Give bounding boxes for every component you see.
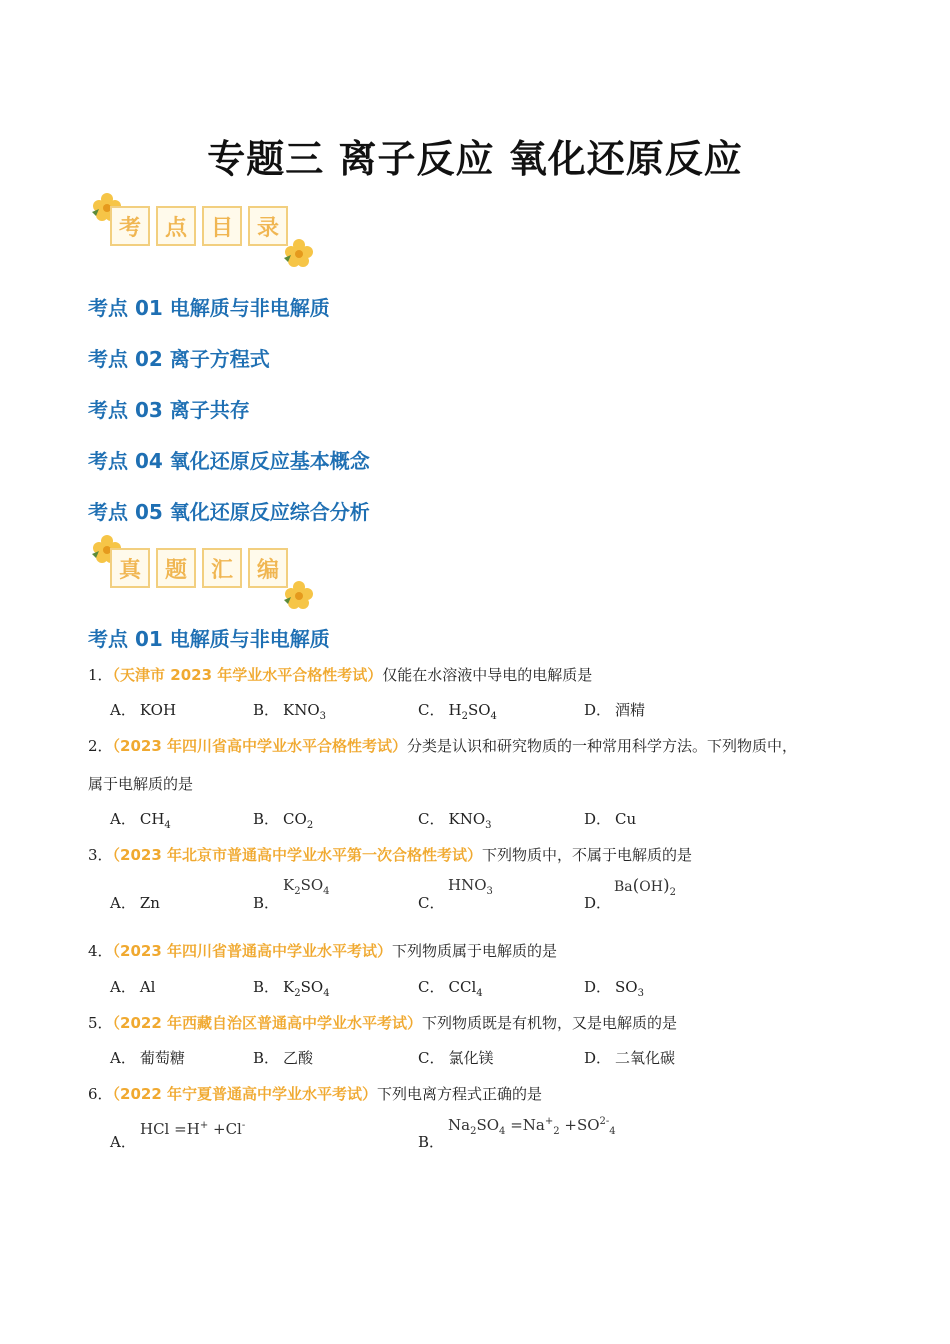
q3-option-b[interactable]: B． xyxy=(253,894,280,912)
q2-option-d[interactable]: D． Cu xyxy=(584,810,637,828)
question-number: 2． xyxy=(88,737,113,755)
toc-item-02[interactable]: 考点 02 离子方程式 xyxy=(88,347,270,371)
question-number: 6． xyxy=(88,1085,113,1103)
question-5 xyxy=(88,1012,677,1033)
question-3 xyxy=(88,844,692,865)
question-6 xyxy=(88,1083,542,1104)
q3-option-a[interactable]: A． Zn xyxy=(110,894,160,912)
question-number: 4． xyxy=(88,942,113,960)
question-source: （2023 年北京市普通高中学业水平第一次合格性考试） xyxy=(112,846,483,864)
question-source: （2022 年西藏自治区普通高中学业水平考试） xyxy=(112,1014,423,1032)
banner-char: 题 xyxy=(156,548,196,588)
flower-icon xyxy=(282,578,316,612)
question-2 xyxy=(88,735,797,756)
banner-char: 点 xyxy=(156,206,196,246)
q1-option-a[interactable]: A． KOH xyxy=(110,701,177,719)
q5-option-c[interactable]: C． 氯化镁 xyxy=(418,1049,494,1067)
q4-option-b[interactable]: B． $K_2SO_4$ xyxy=(253,978,330,999)
q6-option-a[interactable]: A． xyxy=(110,1133,136,1151)
banner-char: 录 xyxy=(248,206,288,246)
q2-option-a[interactable]: A． $CH_4$ xyxy=(110,810,171,831)
q5-option-a[interactable]: A． 葡萄糖 xyxy=(110,1049,185,1067)
question-2-stem-cont: 属于电解质的是 xyxy=(88,775,194,793)
q5-option-d[interactable]: D． 二氧化碳 xyxy=(584,1049,676,1067)
page-title: 专题三 离子反应 氧化还原反应 xyxy=(207,137,743,181)
q1-option-b[interactable]: B． $KNO_3$ xyxy=(253,701,327,722)
question-stem: 仅能在水溶液中导电的电解质是 xyxy=(382,666,593,684)
question-1 xyxy=(88,664,592,685)
q3-option-c[interactable]: C． xyxy=(418,894,445,912)
q6-formula-a: HCl =H+ +Cl- xyxy=(140,1120,246,1138)
q2-option-c[interactable]: C． $KNO_3$ xyxy=(418,810,492,831)
banner-char: 真 xyxy=(110,548,150,588)
banner-char: 目 xyxy=(202,206,242,246)
q3-formula-b: $K_2SO_4$ xyxy=(283,876,330,897)
flower-icon xyxy=(282,236,316,270)
banner-char: 编 xyxy=(248,548,288,588)
q1-option-c[interactable]: C． $H_2SO_4$ xyxy=(418,701,497,722)
question-stem: 下列物质属于电解质的是 xyxy=(392,942,558,960)
question-number: 1． xyxy=(88,666,113,684)
section-heading: 考点 01 电解质与非电解质 xyxy=(88,627,330,651)
question-number: 3． xyxy=(88,846,113,864)
toc-item-01[interactable]: 考点 01 电解质与非电解质 xyxy=(88,296,330,320)
q4-option-c[interactable]: C． CCl$_4$ xyxy=(418,978,483,999)
question-source: （2022 年宁夏普通高中学业水平考试） xyxy=(112,1085,378,1103)
question-source: （天津市 2023 年学业水平合格性考试） xyxy=(112,666,383,684)
question-source: （2023 年四川省普通高中学业水平考试） xyxy=(112,942,393,960)
q5-option-b[interactable]: B． 乙酸 xyxy=(253,1049,314,1067)
q4-option-d[interactable]: D． $SO_3$ xyxy=(584,978,644,999)
q3-formula-d: $Ba(OH)_2$ xyxy=(614,876,676,898)
banner-toc-boxes xyxy=(110,206,288,246)
q6-option-b[interactable]: B． xyxy=(418,1133,445,1151)
q4-option-a[interactable]: A． Al xyxy=(110,978,156,996)
banner-exams-boxes xyxy=(110,548,288,588)
question-stem: 分类是认识和研究物质的一种常用科学方法。下列物质中， xyxy=(407,737,798,755)
toc-item-04[interactable]: 考点 04 氧化还原反应基本概念 xyxy=(88,449,370,473)
toc-item-03[interactable]: 考点 03 离子共存 xyxy=(88,398,250,422)
question-source: （2023 年四川省高中学业水平合格性考试） xyxy=(112,737,408,755)
q2-option-b[interactable]: B． $CO_2$ xyxy=(253,810,314,831)
banner-char: 考 xyxy=(110,206,150,246)
q1-option-d[interactable]: D． 酒精 xyxy=(584,701,646,719)
question-stem: 下列物质既是有机物，又是电解质的是 xyxy=(422,1014,678,1032)
q6-formula-b: $Na_2SO_4 =Na^+_2 +SO^{2-}_4$ xyxy=(448,1116,616,1137)
toc-item-05[interactable]: 考点 05 氧化还原反应综合分析 xyxy=(88,500,370,524)
q3-formula-c: $HNO_3$ xyxy=(448,876,493,897)
banner-char: 汇 xyxy=(202,548,242,588)
q3-option-d[interactable]: D． xyxy=(584,894,612,912)
question-stem: 下列电离方程式正确的是 xyxy=(377,1085,543,1103)
question-4 xyxy=(88,940,557,961)
question-stem: 下列物质中，不属于电解质的是 xyxy=(482,846,693,864)
question-number: 5． xyxy=(88,1014,113,1032)
